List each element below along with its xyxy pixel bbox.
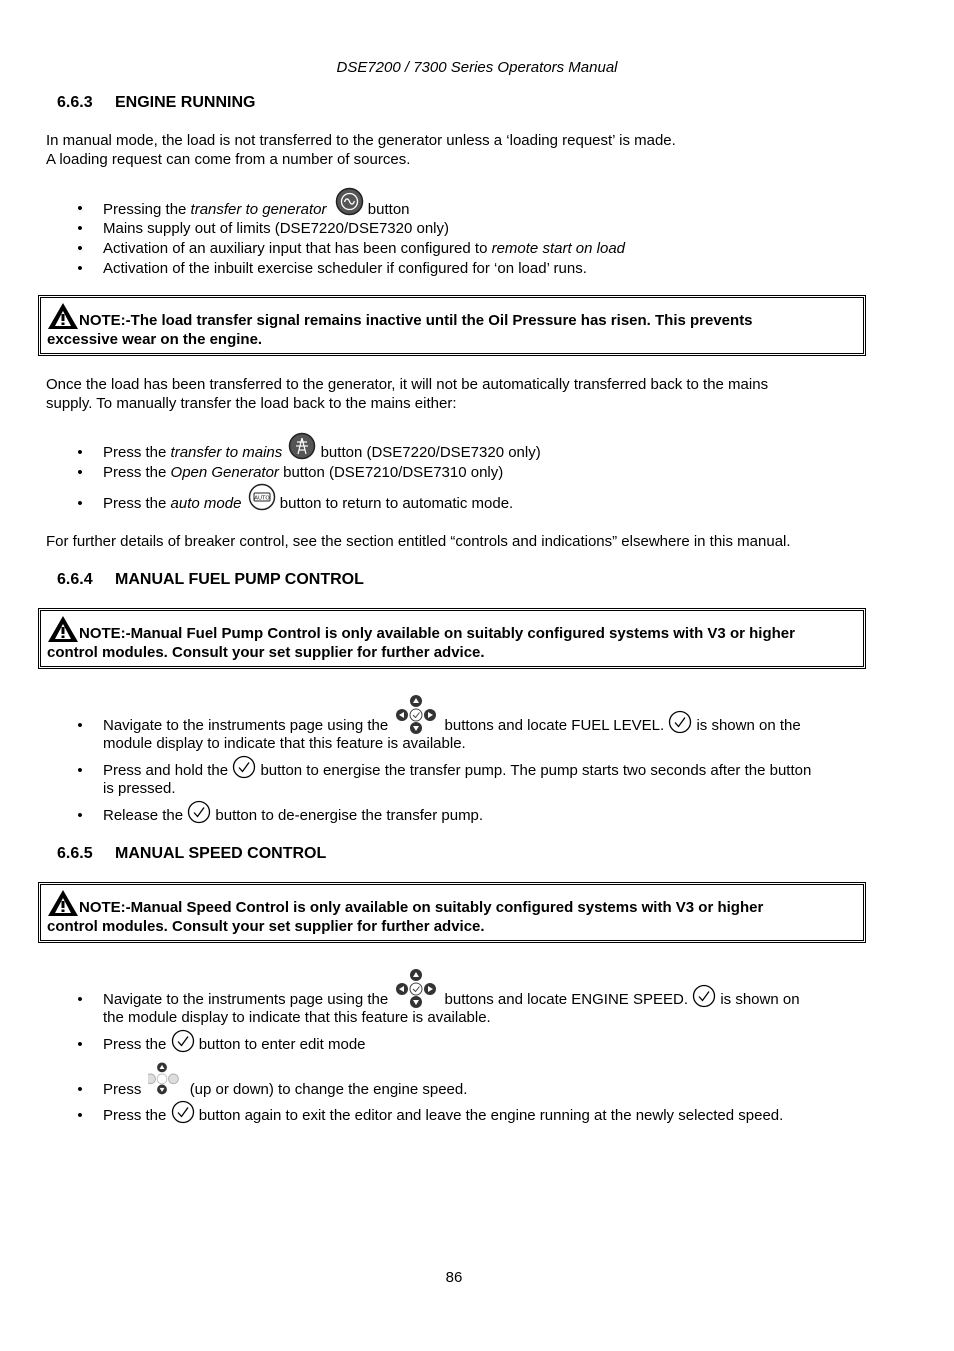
text: buttons and locate ENGINE SPEED. [444, 991, 688, 1008]
text: (up or down) to change the engine speed. [189, 1081, 468, 1098]
note-text: control modules. Consult your set supplier for further advice. [47, 918, 485, 935]
text: button (DSE7220/DSE7320 only) [316, 444, 541, 461]
note-text: control modules. Consult your set supplier for further advice. [47, 644, 485, 661]
text: Navigate to the instruments page using the [103, 991, 389, 1008]
emphasis: transfer to mains [170, 444, 283, 461]
list-item-continuation: the module display to indicate that this feature is available. [103, 1009, 491, 1026]
text: Pressing the [103, 201, 191, 218]
transfer-to-mains-icon [288, 432, 316, 460]
text: Activation of the inbuilt exercise scheduler if configured for ‘on load’ runs. [103, 260, 587, 277]
text: is shown on [720, 991, 800, 1008]
note-box [38, 882, 866, 943]
note-box [38, 608, 866, 669]
auto-mode-icon [248, 483, 276, 511]
emphasis: transfer to generator [190, 201, 327, 218]
tick-button-icon [692, 984, 716, 1008]
section-number: 6.6.5 [57, 845, 93, 862]
text: Press [103, 1081, 142, 1098]
navigation-buttons-icon [394, 694, 438, 734]
tick-button-icon [171, 1029, 195, 1053]
page-number: 86 [445, 1269, 463, 1286]
paragraph: supply. To manually transfer the load back to the mains either: [46, 395, 457, 412]
paragraph: Once the load has been transferred to the generator, it will not be automatically transferred back to the mains [46, 376, 769, 393]
text: Navigate to the instruments page using the [103, 717, 389, 734]
text: button to enter edit mode [198, 1036, 366, 1053]
auto-label: AUTO [253, 495, 270, 502]
text: button (DSE7210/DSE7310 only) [278, 464, 504, 481]
text-block [103, 1106, 868, 1125]
running-header: DSE7200 / 7300 Series Operators Manual [336, 59, 618, 76]
text-block [103, 1035, 868, 1054]
tick-button-icon [171, 1100, 195, 1124]
tick-button-icon [668, 710, 692, 734]
list-item-continuation: module display to indicate that this feature is available. [103, 735, 466, 752]
tick-button-icon [187, 800, 211, 824]
text-block [103, 806, 868, 825]
section-title: MANUAL FUEL PUMP CONTROL [115, 571, 364, 588]
emphasis: auto mode [170, 495, 242, 512]
emphasis: remote start on load [491, 240, 625, 257]
text: Press and hold the [103, 762, 229, 779]
section-title: ENGINE RUNNING [115, 94, 256, 111]
text: button to de-energise the transfer pump. [215, 807, 484, 824]
text: button to return to automatic mode. [275, 495, 514, 512]
warning-triangle-icon [47, 302, 79, 330]
note-text: NOTE:-Manual Speed Control is only available on suitably configured systems with V3 or higher [79, 899, 764, 916]
text: Press the [103, 495, 171, 512]
emphasis: Open Generator [170, 464, 279, 481]
note-box [38, 295, 866, 356]
up-down-buttons-icon [148, 1058, 184, 1098]
text: Press the [103, 1107, 167, 1124]
note-text: NOTE:-Manual Fuel Pump Control is only available on suitably configured systems with V3 or higher [79, 625, 795, 642]
text-block [103, 716, 868, 735]
list-item-continuation: is pressed. [103, 780, 176, 797]
text-block [103, 761, 868, 780]
text: button again to exit the editor and leave the engine running at the newly selected speed. [198, 1107, 784, 1124]
section-heading-663 [57, 93, 255, 112]
section-title: MANUAL SPEED CONTROL [115, 845, 327, 862]
tick-button-icon [232, 755, 256, 779]
section-number: 6.6.3 [57, 94, 93, 111]
paragraph-intro-1: In manual mode, the load is not transferred to the generator unless a ‘loading request’ is made. [46, 132, 676, 149]
note-text: excessive wear on the engine. [47, 331, 263, 348]
warning-triangle-icon [47, 615, 79, 643]
section-heading-664 [57, 570, 364, 589]
text: Release the [103, 807, 184, 824]
text-block [103, 1080, 868, 1099]
text-block [103, 990, 868, 1009]
text: Press the [103, 464, 171, 481]
text: Press the [103, 444, 171, 461]
section-heading-665 [57, 844, 326, 863]
text: buttons and locate FUEL LEVEL. [444, 717, 665, 734]
navigation-buttons-icon [394, 968, 438, 1008]
paragraph-intro-2: A loading request can come from a number of sources. [46, 151, 411, 168]
paragraph: For further details of breaker control, see the section entitled “controls and indications” elsewhere in this manual. [46, 533, 791, 550]
section-number: 6.6.4 [57, 571, 93, 588]
text: is shown on the [696, 717, 801, 734]
text: Activation of an auxiliary input that has been configured to [103, 240, 492, 257]
transfer-to-generator-icon [335, 187, 364, 216]
text: button to energise the transfer pump. The pump starts two seconds after the button [260, 762, 812, 779]
text: button [363, 201, 410, 218]
text: Mains supply out of limits (DSE7220/DSE7320 only) [103, 220, 449, 237]
text: Press the [103, 1036, 167, 1053]
warning-triangle-icon [47, 889, 79, 917]
note-text: NOTE:-The load transfer signal remains inactive until the Oil Pressure has risen. This prevents [79, 312, 753, 329]
